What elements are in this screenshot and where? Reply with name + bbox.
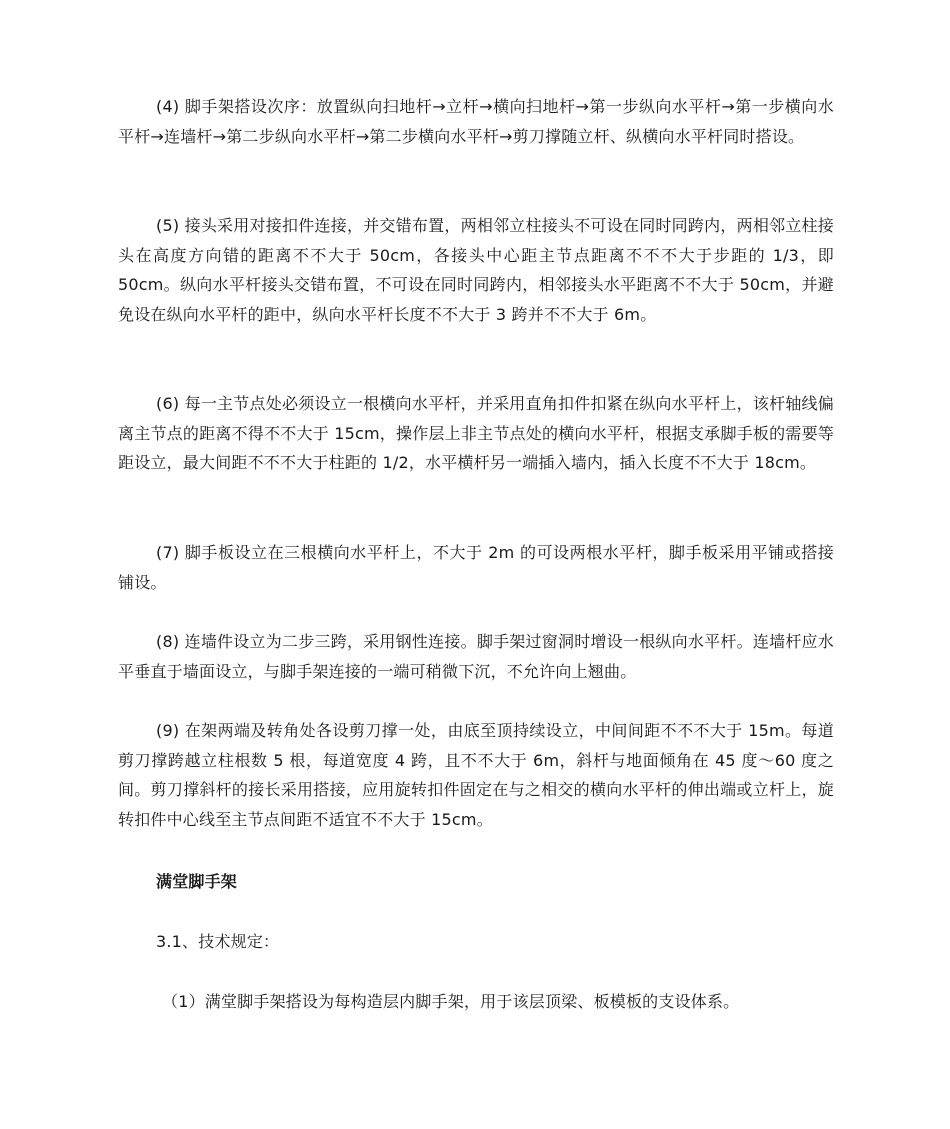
paragraph-8: (8) 连墙件设立为二步三跨，采用钢性连接。脚手架过窗洞时增设一根纵向水平杆。连墙杆应水平垂直于墙面设立，与脚手架连接的一端可稍微下沉，不允许向上翘曲。: [118, 632, 834, 681]
paragraph-4: (4) 脚手架搭设次序：放置纵向扫地杆→立杆→横向扫地杆→第一步纵向水平杆→第一步横向水平杆→连墙杆→第二步纵向水平杆→第二步横向水平杆→剪刀撑随立杆、纵横向水平杆同时搭设。: [118, 97, 834, 146]
paragraph-7: (7) 脚手板设立在三根横向水平杆上，不大于 2m 的可设两根水平杆，脚手板采用平铺或搭接铺设。: [118, 543, 834, 592]
section-heading: 满堂脚手架: [156, 872, 238, 891]
section-item-1: （1）满堂脚手架搭设为每构造层内脚手架，用于该层顶梁、板模板的支设体系。: [162, 992, 740, 1011]
paragraph-9: (9) 在架两端及转角处各设剪刀撑一处，由底至顶持续设立，中间间距不不不大于 15m。每道剪刀撑跨越立柱根数 5 根，每道宽度 4 跨，且不不大于 6m，斜杆与地面倾角在 45 度～60 度之间。剪刀撑斜杆的接长采用搭接，应用旋转扣件固定在与之相交的横向水平杆的伸出端或立杆上，旋转扣件中心线至主节点间距不适宜不不大于 15cm。: [118, 721, 834, 829]
paragraph-6: (6) 每一主节点处必须设立一根横向水平杆，并采用直角扣件扣紧在纵向水平杆上，该杆轴线偏离主节点的距离不得不不大于 15cm，操作层上非主节点处的横向水平杆，根据支承脚手板的需要等距设立，最大间距不不不大于柱距的 1/2，水平横杆另一端插入墙内，插入长度不不大于 18cm。: [118, 394, 834, 472]
section-subheading: 3.1、技术规定：: [156, 932, 280, 951]
paragraph-5: (5) 接头采用对接扣件连接，并交错布置，两相邻立柱接头不可设在同时同跨内，两相邻立柱接头在高度方向错的距离不不大于 50cm，各接头中心距主节点距离不不不大于步距的 1/3，即 50cm。纵向水平杆接头交错布置，不可设在同时同跨内，相邻接头水平距离不不大于 50cm，并避免设在纵向水平杆的距中，纵向水平杆长度不不大于 3 跨并不不大于 6m。: [118, 216, 834, 324]
